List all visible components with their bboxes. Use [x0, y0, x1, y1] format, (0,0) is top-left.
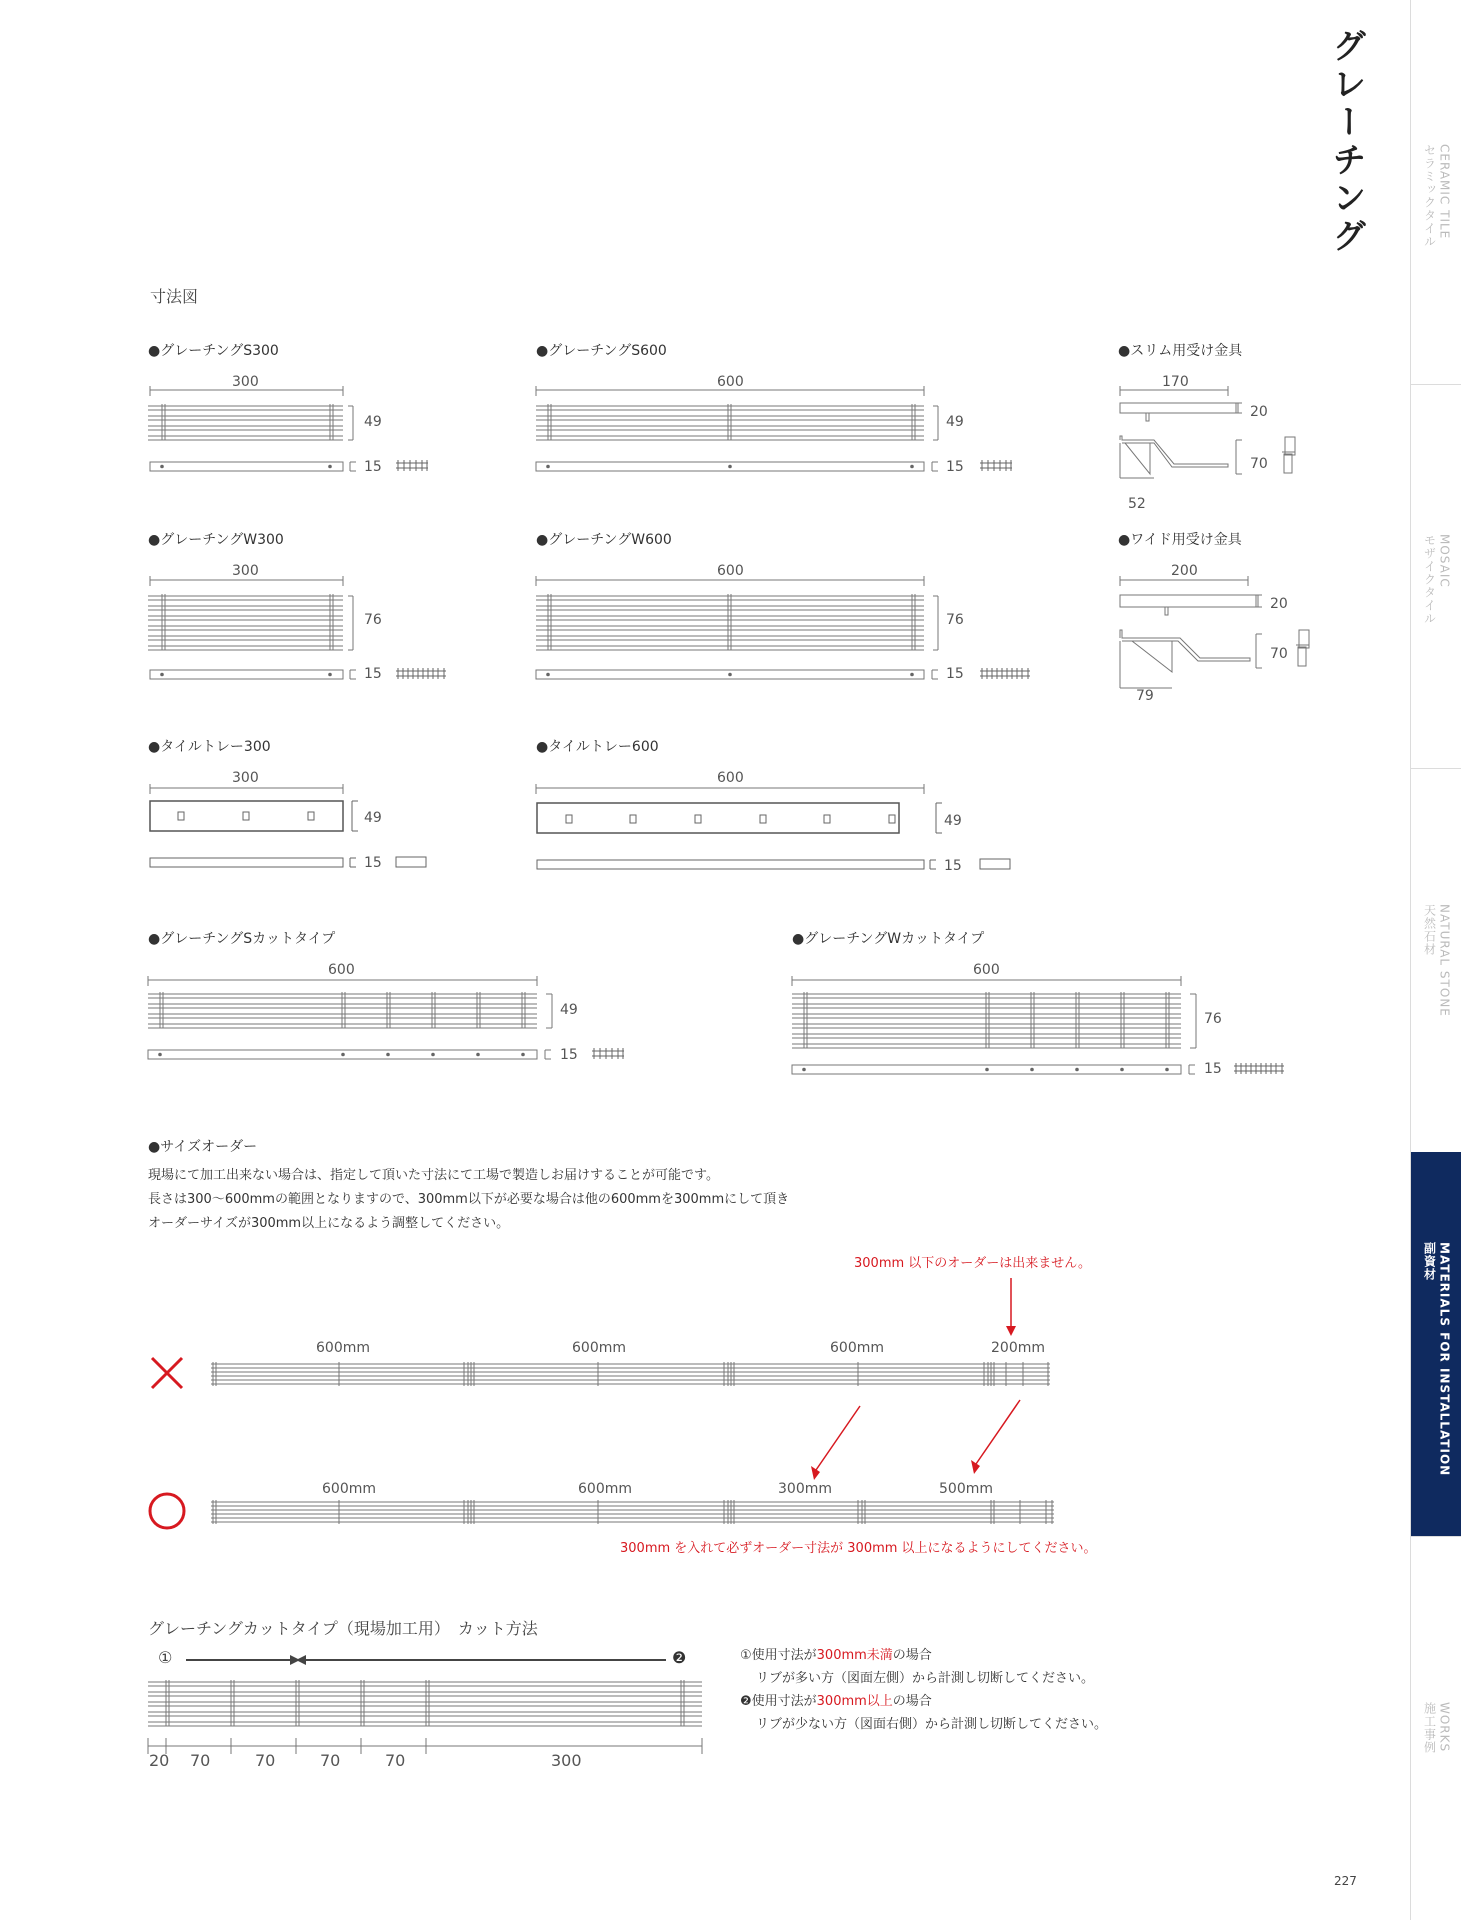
size-order-line-3: オーダーサイズが300mm以上になるよう調整してください。 [148, 1216, 510, 1231]
good-seg-4: 500mm [939, 1481, 993, 1497]
cut-dim-2: 70 [190, 1751, 211, 1770]
w600-length: 600 [717, 563, 744, 579]
s300-drawing [140, 370, 460, 480]
cut-rule-2-detail: リブが少ない方（図面右側）から計測し切断してください。 [756, 1717, 1108, 1732]
w300-height: 76 [364, 612, 382, 628]
s600-length: 600 [717, 374, 744, 390]
label-wide-bracket: ●ワイド用受け金具 [1118, 532, 1242, 548]
s300-thickness: 15 [364, 459, 382, 475]
s-cut-height: 49 [560, 1002, 578, 1018]
section-heading: 寸法図 [150, 287, 199, 306]
tray300-thickness: 15 [364, 855, 382, 871]
label-w-cut: ●グレーチングWカットタイプ [792, 931, 985, 947]
sidebar-tab-works[interactable] [1411, 1536, 1461, 1920]
cut-method-drawing [140, 1640, 710, 1770]
cut-rule-2-a: ❷使用寸法が [740, 1694, 817, 1709]
good-seg-3: 300mm [778, 1481, 832, 1497]
page-number: 227 [1334, 1874, 1357, 1888]
label-s600: ●グレーチングS600 [536, 343, 667, 359]
good-seg-1: 600mm [322, 1481, 376, 1497]
w-cut-height: 76 [1204, 1011, 1222, 1027]
w600-drawing [528, 560, 1048, 690]
cut-marker-2: ❷ [672, 1648, 687, 1667]
s-cut-thickness: 15 [560, 1047, 578, 1063]
s-cut-length: 600 [328, 962, 355, 978]
tray600-thickness: 15 [944, 858, 962, 874]
cut-rule-2 [740, 1690, 932, 1714]
slim-bracket-drawing [1110, 370, 1310, 510]
label-tray600: ●タイルトレー600 [536, 739, 659, 755]
cut-marker-1: ① [158, 1648, 173, 1667]
tray600-height: 49 [944, 813, 962, 829]
tray300-height: 49 [364, 810, 382, 826]
label-s300: ●グレーチングS300 [148, 343, 279, 359]
wide-bracket-depth: 79 [1136, 688, 1154, 704]
bad-seg-1: 600mm [316, 1340, 370, 1356]
s300-height: 49 [364, 414, 382, 430]
tray600-drawing [528, 768, 1048, 880]
order-warning: 300mm 以下のオーダーは出来ません。 [854, 1256, 1092, 1271]
w300-length: 300 [232, 563, 259, 579]
slim-bracket-height: 20 [1250, 404, 1268, 420]
cut-rule-1-b: 300mm未満 [816, 1648, 893, 1663]
sidebar-tab-mosaic-jp: モザイクタイル [1422, 534, 1437, 625]
size-order-line-1: 現場にて加工出来ない場合は、指定して頂いた寸法にて工場で製造しお届けすることが可能です。 [148, 1168, 719, 1183]
cut-rule-1 [740, 1644, 932, 1668]
w-cut-thickness: 15 [1204, 1061, 1222, 1077]
s300-length: 300 [232, 374, 259, 390]
slim-bracket-drop: 70 [1250, 456, 1268, 472]
slim-bracket-depth: 52 [1128, 496, 1146, 512]
label-tray300: ●タイルトレー300 [148, 739, 271, 755]
wide-bracket-length: 200 [1171, 563, 1198, 579]
sidebar-tab-materials[interactable] [1411, 1152, 1461, 1537]
w300-thickness: 15 [364, 666, 382, 682]
sidebar-tab-mosaic[interactable] [1411, 384, 1461, 769]
w-cut-length: 600 [973, 962, 1000, 978]
label-w300: ●グレーチングW300 [148, 532, 284, 548]
tray600-length: 600 [717, 770, 744, 786]
label-s-cut: ●グレーチングSカットタイプ [148, 931, 336, 947]
sidebar-tab-ceramic-tile[interactable] [1411, 0, 1461, 385]
order-note: 300mm を入れて必ずオーダー寸法が 300mm 以上になるようにしてください。 [620, 1541, 1097, 1556]
sidebar-tab-ceramic-tile-en: CERAMIC TILE [1437, 144, 1452, 240]
cut-rule-1-c: の場合 [892, 1648, 932, 1663]
cut-rule-2-c: の場合 [892, 1694, 932, 1709]
s600-thickness: 15 [946, 459, 964, 475]
tray300-drawing [140, 768, 460, 878]
cut-rule-1-detail: リブが多い方（図面左側）から計測し切断してください。 [756, 1671, 1095, 1686]
tray300-length: 300 [232, 770, 259, 786]
sidebar-tab-materials-en: MATERIALS FOR INSTALLATION [1437, 1242, 1452, 1477]
sidebar-tab-natural-stone-en: NATURAL STONE [1437, 904, 1452, 1017]
cut-rule-2-b: 300mm以上 [816, 1694, 893, 1709]
sidebar-tab-mosaic-en: MOSAIC [1437, 534, 1452, 588]
slim-bracket-length: 170 [1162, 374, 1189, 390]
sidebar-tab-natural-stone-jp: 天然石材 [1422, 904, 1437, 956]
w600-height: 76 [946, 612, 964, 628]
w300-drawing [140, 560, 460, 690]
page-title: グレーチング [1326, 28, 1366, 256]
wide-bracket-height: 20 [1270, 596, 1288, 612]
cut-dim-4: 70 [320, 1751, 341, 1770]
sidebar-tab-works-jp: 施工事例 [1422, 1702, 1437, 1754]
cut-dim-6: 300 [551, 1751, 582, 1770]
sidebar-tab-ceramic-tile-jp: セラミックタイル [1422, 144, 1437, 248]
cut-rule-1-a: ①使用寸法が [740, 1648, 817, 1663]
cut-method-title: グレーチングカットタイプ（現場加工用） カット方法 [148, 1619, 538, 1638]
cut-dim-3: 70 [255, 1751, 276, 1770]
label-w600: ●グレーチングW600 [536, 532, 672, 548]
size-order-illustration [140, 1270, 1100, 1540]
sidebar-tab-natural-stone[interactable] [1411, 768, 1461, 1153]
wide-bracket-drop: 70 [1270, 646, 1288, 662]
category-sidebar [1410, 0, 1461, 1920]
cut-dim-5: 70 [385, 1751, 406, 1770]
s600-drawing [528, 370, 1048, 480]
cut-dim-1: 20 [149, 1751, 170, 1770]
sidebar-tab-materials-jp: 副資材 [1422, 1242, 1437, 1281]
wide-bracket-drawing [1110, 560, 1310, 700]
label-slim-bracket: ●スリム用受け金具 [1118, 343, 1243, 359]
s600-height: 49 [946, 414, 964, 430]
sidebar-tab-works-en: WORKS [1437, 1702, 1452, 1753]
label-size-order: ●サイズオーダー [148, 1139, 258, 1155]
w600-thickness: 15 [946, 666, 964, 682]
good-seg-2: 600mm [578, 1481, 632, 1497]
bad-seg-4: 200mm [991, 1340, 1045, 1356]
size-order-line-2: 長さは300〜600mmの範囲となりますので、300mm以下が必要な場合は他の600mmを300mmにして頂き [148, 1192, 790, 1207]
bad-seg-2: 600mm [572, 1340, 626, 1356]
bad-seg-3: 600mm [830, 1340, 884, 1356]
